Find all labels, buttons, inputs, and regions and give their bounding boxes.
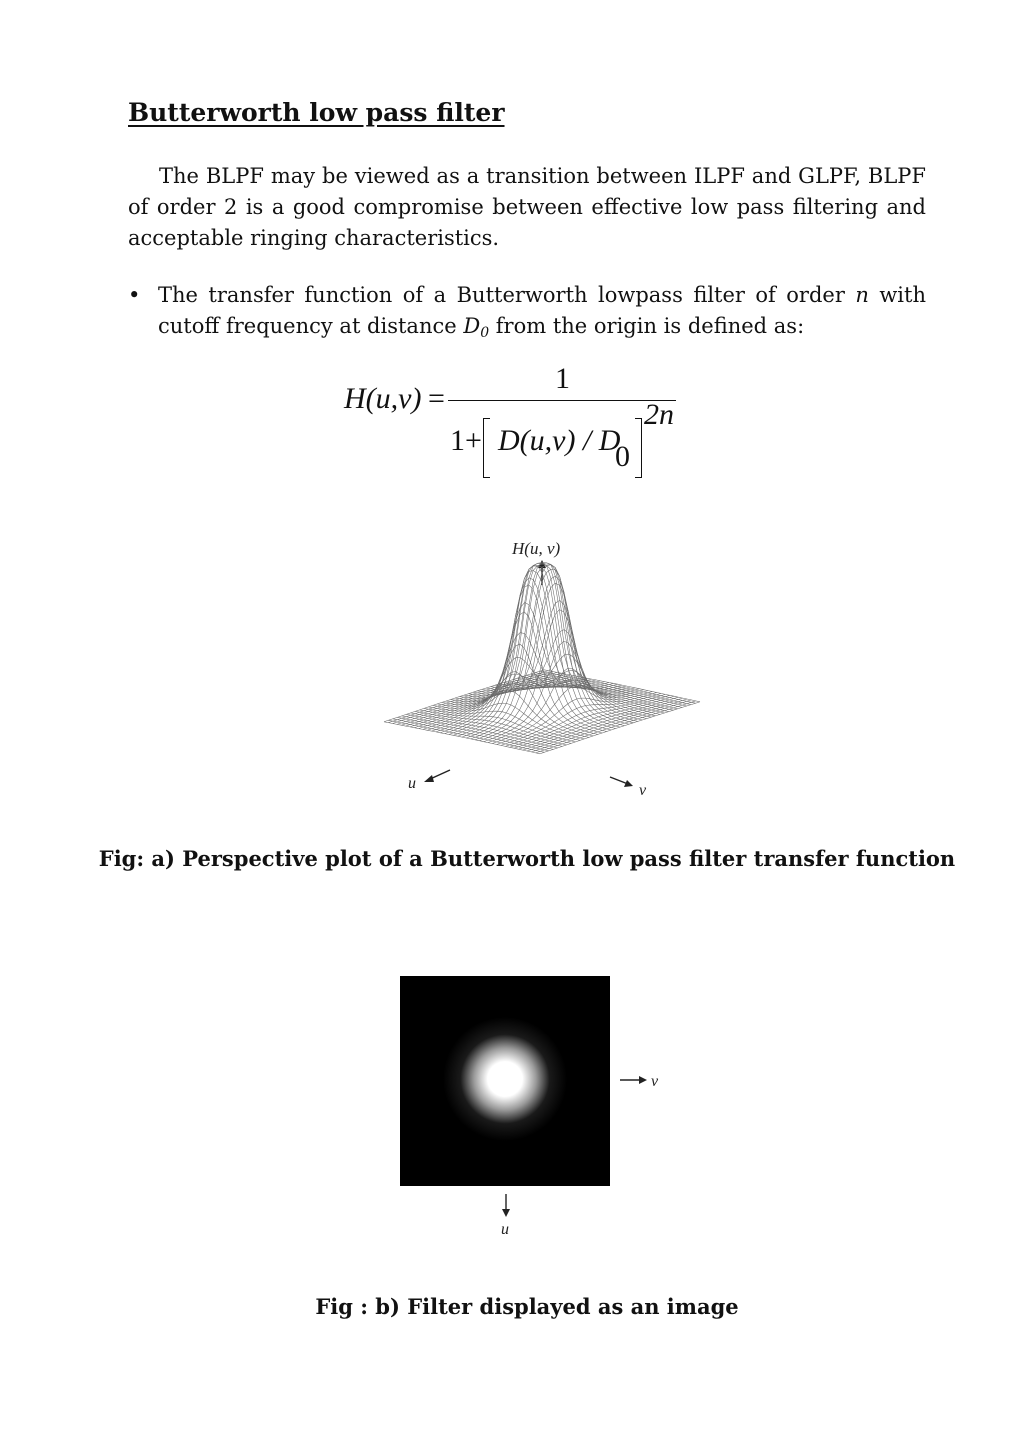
bullet-marker: • <box>128 283 141 307</box>
transfer-function-formula <box>340 362 700 478</box>
variable-D-subscript: 0 <box>480 325 490 341</box>
mesh-line <box>388 720 544 752</box>
mesh-line <box>536 701 696 753</box>
u-arrowhead <box>424 775 434 782</box>
fraction-line <box>448 400 676 401</box>
v-axis-arrow <box>610 777 628 784</box>
perspective-plot-figure <box>360 530 720 810</box>
mesh-line <box>462 563 622 737</box>
image-axis-label-v: v <box>651 1073 659 1090</box>
bullet-text-part1: The transfer function of a Butterworth lowpass filter of order <box>158 283 856 307</box>
formula-lhs: H(u,v) <box>344 382 422 415</box>
filter-surface-mesh <box>384 563 700 754</box>
mesh-line <box>384 670 544 722</box>
mesh-line <box>531 700 691 752</box>
axis-label-u: u <box>408 775 416 792</box>
axis-label-v: v <box>639 782 647 799</box>
mesh-line <box>471 569 631 739</box>
figure-b-caption: Fig : b) Filter displayed as an image <box>315 1294 739 1319</box>
left-bracket <box>483 418 490 478</box>
bullet-text <box>158 280 926 349</box>
image-v-arrowhead <box>639 1076 647 1084</box>
formula-exponent: 2n <box>644 398 674 431</box>
formula-ratio: D(u,v) / D <box>498 424 621 457</box>
bullet-text-part2: with cutoff frequency at distance <box>158 283 926 338</box>
mesh-line <box>523 698 683 750</box>
axis-label-H: H(u, v) <box>512 539 561 558</box>
image-axis-label-u: u <box>501 1221 509 1238</box>
right-bracket <box>635 418 642 478</box>
mesh-line <box>540 702 700 754</box>
formula-subscript-0: 0 <box>615 440 630 473</box>
formula-equals: = <box>428 382 445 415</box>
formula-numerator: 1 <box>555 362 570 395</box>
intro-paragraph: The BLPF may be viewed as a transition between ILPF and GLPF, BLPF of order 2 is a good compromise between effective low pass filtering and acceptable ringing characteristics. <box>128 164 926 250</box>
bullet-item <box>128 280 926 349</box>
formula-one-plus: 1+ <box>450 424 482 457</box>
variable-n: n <box>855 283 869 307</box>
figure-a-caption: Fig: a) Perspective plot of a Butterworth low pass filter transfer function <box>98 846 956 871</box>
image-u-arrowhead <box>502 1209 510 1217</box>
mesh-line <box>402 716 558 748</box>
bullet-text-part3: from the origin is defined as: <box>489 314 805 338</box>
section-title: Butterworth low pass filter <box>128 98 505 127</box>
mesh-line <box>510 695 670 747</box>
variable-D: D <box>463 314 481 338</box>
filter-image-figure <box>398 972 678 1242</box>
filter-image-glow <box>443 1017 567 1141</box>
mesh-line <box>449 578 609 735</box>
